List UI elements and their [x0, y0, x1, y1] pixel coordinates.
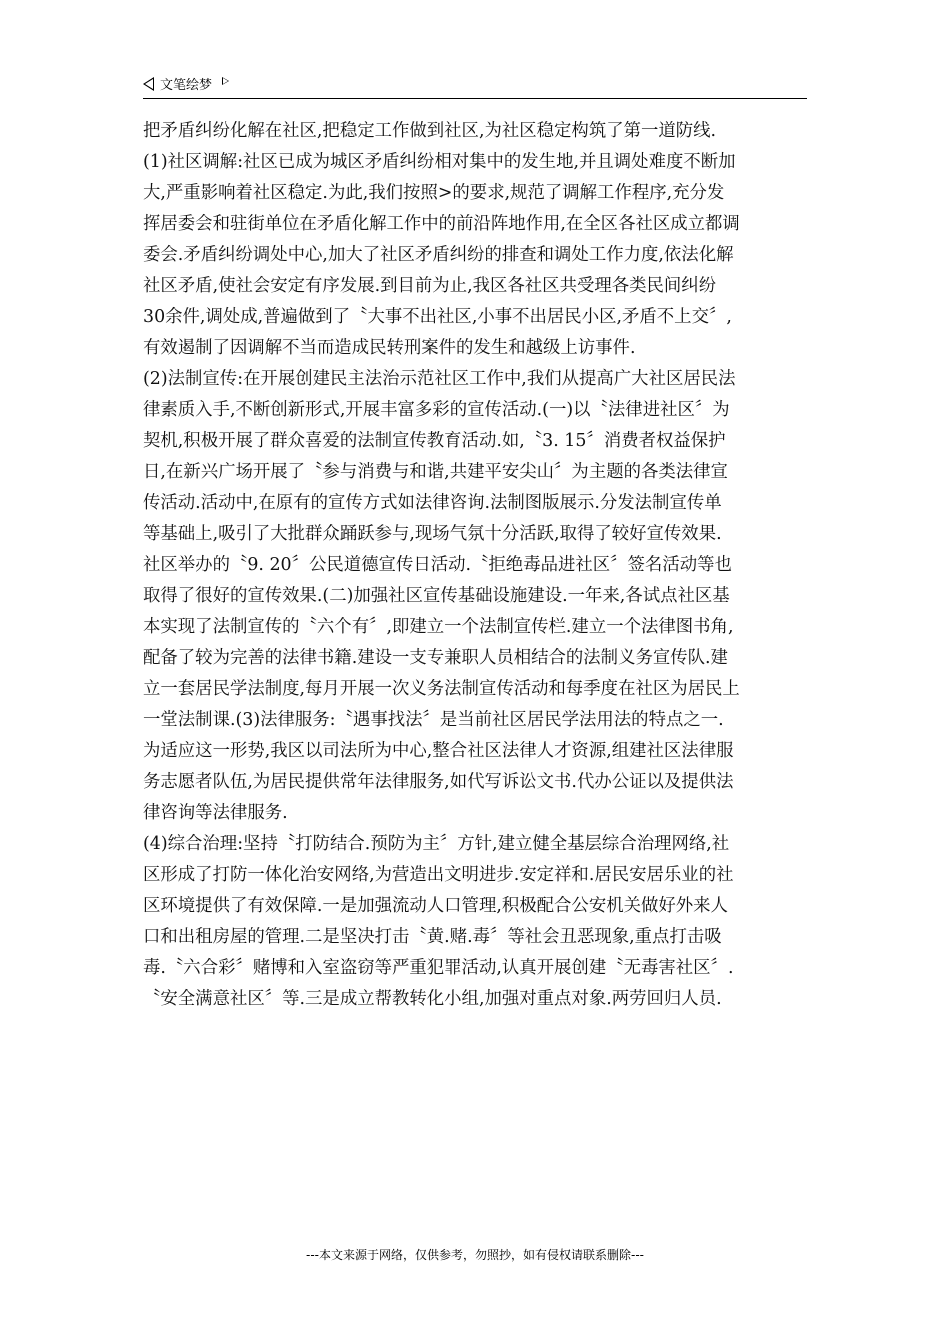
text-line: 立一套居民学法制度,每月开展一次义务法制宣传活动和每季度在社区为居民上: [143, 679, 740, 699]
text-line: (2)法制宣传:在开展创建民主法治示范社区工作中,我们从提高广大社区居民法: [143, 369, 736, 389]
text-line: 等基础上,吸引了大批群众踊跃参与,现场气氛十分活跃,取得了较好宣传效果.: [143, 524, 722, 544]
text-line: 毒.〝六合彩〞赌博和入室盗窃等严重犯罪活动,认真开展创建〝无毒害社区〞.: [143, 958, 734, 978]
text-line: 30余件,调处成,普遍做到了〝大事不出社区,小事不出居民小区,矛盾不上交〞,: [143, 307, 732, 327]
text-line: 大,严重影响着社区稳定.为此,我们按照>的要求,规范了调解工作程序,充分发: [143, 183, 725, 203]
header-brand: [143, 74, 229, 93]
text-line: (1)社区调解:社区已成为城区矛盾纠纷相对集中的发生地,并且调处难度不断加: [143, 152, 736, 172]
text-line: 本实现了法制宣传的〝六个有〞,即建立一个法制宣传栏.建立一个法律图书角,: [143, 617, 734, 637]
triangle-right-outline-icon: [222, 77, 229, 85]
header-rule: [143, 98, 807, 99]
text-line: 日,在新兴广场开展了〝参与消费与和谐,共建平安尖山〞为主题的各类法律宣: [143, 462, 728, 482]
text-line: 契机,积极开展了群众喜爱的法制宣传教育活动.如,〝3. 15〞消费者权益保护: [143, 431, 726, 451]
text-line: 把矛盾纠纷化解在社区,把稳定工作做到社区,为社区稳定构筑了第一道防线.: [143, 121, 717, 141]
text-line: 挥居委会和驻街单位在矛盾化解工作中的前沿阵地作用,在全区各社区成立都调: [143, 214, 740, 234]
text-line: 社区举办的〝9. 20〞公民道德宣传日活动.〝拒绝毒品进社区〞签名活动等也: [143, 555, 732, 575]
footer-notice: ---本文来源于网络，仅供参考，勿照抄，如有侵权请联系删除---: [306, 1248, 644, 1262]
text-line: 律咨询等法律服务.: [143, 803, 288, 823]
text-line: 务志愿者队伍,为居民提供常年法律服务,如代写诉讼文书.代办公证以及提供法: [143, 772, 734, 792]
text-line: 口和出租房屋的管理.二是坚决打击〝黄.赌.毒〞等社会丑恶现象,重点打击吸: [143, 927, 722, 947]
text-line: 〝安全满意社区〞等.三是成立帮教转化小组,加强对重点对象.两劳回归人员.: [143, 989, 722, 1009]
text-line: 一堂法制课.(3)法律服务:〝遇事找法〞是当前社区居民学法用法的特点之一.: [143, 710, 724, 730]
text-line: 配备了较为完善的法律书籍.建设一支专兼职人员相结合的法制义务宣传队.建: [143, 648, 728, 668]
text-line: (4)综合治理:坚持〝打防结合.预防为主〞方针,建立健全基层综合治理网络,社: [143, 834, 730, 854]
header-brand-text: 文笔绘梦: [160, 78, 213, 93]
page-header: [143, 74, 807, 98]
triangle-left-outline-icon: [143, 77, 154, 91]
body-text: [143, 116, 811, 1015]
text-line: 律素质入手,不断创新形式,开展丰富多彩的宣传活动.(一)以〝法律进社区〞为: [143, 400, 730, 420]
text-line: 传活动.活动中,在原有的宣传方式如法律咨询.法制图版展示.分发法制宣传单: [143, 493, 722, 513]
text-line: 取得了很好的宣传效果.(二)加强社区宣传基础设施建设.一年来,各试点社区基: [143, 586, 730, 606]
text-line: 有效遏制了因调解不当而造成民转刑案件的发生和越级上访事件.: [143, 338, 636, 358]
text-line: 委会.矛盾纠纷调处中心,加大了社区矛盾纠纷的排查和调处工作力度,依法化解: [143, 245, 734, 265]
text-line: 区形成了打防一体化治安网络,为营造出文明进步.安定祥和.居民安居乐业的社: [143, 865, 734, 885]
text-line: 为适应这一形势,我区以司法所为中心,整合社区法律人才资源,组建社区法律服: [143, 741, 734, 761]
text-line: 区环境提供了有效保障.一是加强流动人口管理,积极配合公安机关做好外来人: [143, 896, 728, 916]
text-line: 社区矛盾,使社会安定有序发展.到目前为止,我区各社区共受理各类民间纠纷: [143, 276, 717, 296]
